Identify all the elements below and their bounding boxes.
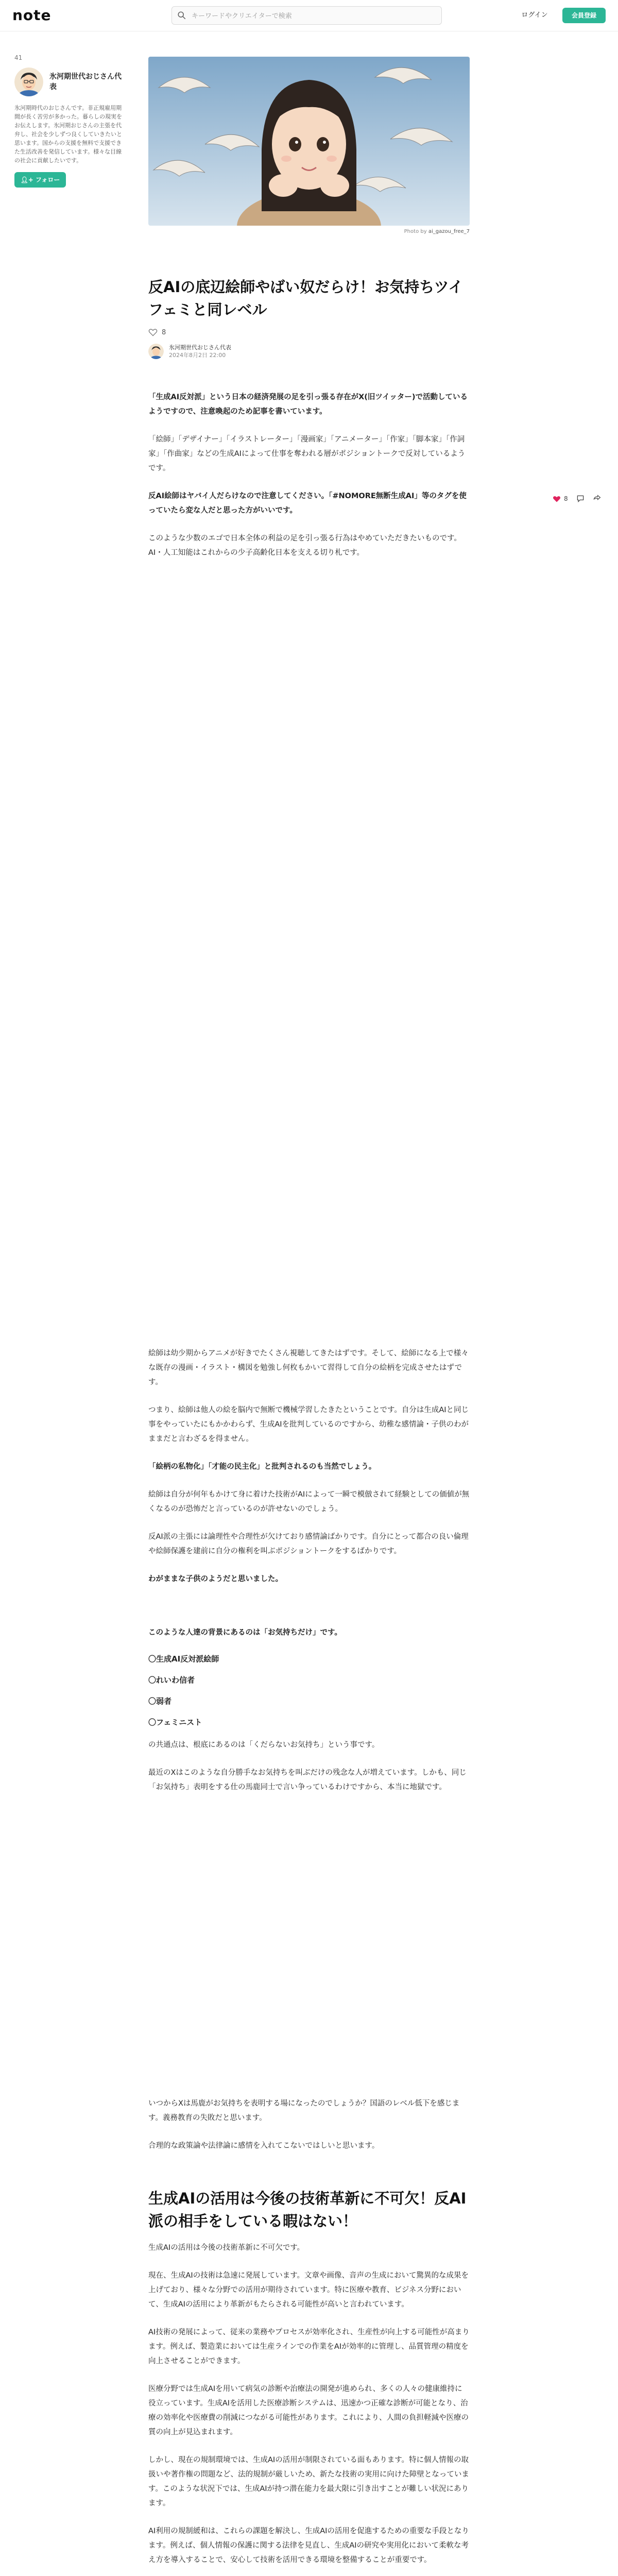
list-item: 〇生成AI反対派絵師 bbox=[148, 1654, 219, 1664]
paragraph: 生成AIの活用は今後の技術革新に不可欠です。 bbox=[148, 2244, 305, 2252]
paragraph: 反AI派の主張には論理性や合理性が欠けており感情論ばかりです。自分にとって都合の良い倫理や絵師保護を建前に自分の権利を叫ぶポジショントークをするばかりです。 bbox=[148, 1533, 469, 1555]
like-count: 8 bbox=[162, 328, 166, 336]
share-button[interactable] bbox=[593, 495, 601, 503]
article-body bbox=[148, 390, 470, 2576]
article-date: 2024年8月2日 22:00 bbox=[169, 352, 226, 359]
comment-icon bbox=[576, 495, 585, 503]
search-icon bbox=[177, 11, 186, 20]
sidebar-author-name[interactable]: 氷河期世代おじさん代表 bbox=[49, 73, 122, 91]
photo-credit-prefix: Photo by bbox=[404, 229, 427, 234]
paragraph-text: 「生成AI反対派」という日本の経済発展の足を引っ張る存在がX(旧ツイッター)で活動しているようですので、注意喚起のため記事を書いています。 bbox=[148, 393, 468, 416]
like-row[interactable] bbox=[148, 328, 470, 336]
follow-label: フォロー bbox=[36, 176, 60, 183]
paragraph: 「絵師」「デザイナー」「イラストレーター」「漫画家」「アニメーター」「作家」「脚本家」「作詞家」「作曲家」などの生成AIによって仕事を奪われる層がポジショントークで反対しているようです。 bbox=[148, 435, 466, 472]
blank-embed-area bbox=[148, 1808, 470, 2096]
paragraph bbox=[148, 489, 470, 518]
author-avatar[interactable] bbox=[14, 67, 43, 96]
photo-credit-link[interactable]: ai_gazou_free_7 bbox=[428, 229, 470, 234]
paragraph: の共通点は、根底にあるのは「くだらないお気持ち」という事です。 bbox=[148, 1741, 380, 1749]
paragraph: AI技術の発展によって、従来の業務やプロセスが効率化され、生産性が向上する可能性が高まります。例えば、製造業においては生産ラインでの作業をAIが効率的に管理し、品質管理の精度を向上させることができます。 bbox=[148, 2328, 470, 2365]
paragraph bbox=[148, 1572, 470, 1586]
paragraph: つまり、絵師は他人の絵を脳内で無断で機械学習したきたということです。自分は生成AIと同じ事をやっていたにもかかわらず、生成AIを批判しているのですから、幼稚な感情論・子供のわがままだと言わざるを得ません。 bbox=[148, 1406, 469, 1443]
section-heading: 生成AIの活用は今後の技術革新に不可欠！反AI派の相手をしている暇はない！ bbox=[148, 2190, 467, 2230]
follower-count: 41 bbox=[14, 54, 23, 61]
share-icon bbox=[593, 495, 601, 503]
paragraph-text: 「絵柄の私物化」「才能の民主化」と批判されるのも当然でしょう。 bbox=[148, 1463, 376, 1471]
hero-image bbox=[148, 57, 470, 226]
article-title: 反AIの底辺絵師やばい奴だらけ！お気持ちツイフェミと同レベル bbox=[148, 278, 464, 318]
paragraph-text: わがままな子供のようだと思いました。 bbox=[148, 1575, 283, 1583]
paragraph: AI利用の規制緩和は、これらの課題を解決し、生成AIの活用を促進するための重要な手段となります。例えば、個人情報の保護に関する法律を見直し、生成AIの研究や実用化において柔軟な考え方を導入することで、安心して技術を活用できる環境を整備することが重要です。 bbox=[148, 2527, 469, 2564]
paragraph bbox=[148, 1460, 470, 1474]
paragraph-text: 反AI絵師はヤバイ人だらけなので注意してください。「#NOMORE無断生成AI」等のタグを使っていたら変な人だと思った方がいいです。 bbox=[148, 492, 467, 515]
paragraph: 絵師は自分が何年もかけて身に着けた技術がAIによって一瞬で模倣されて経験としての価値が無くなるのが恐怖だと言っているのが許せないのでしょう。 bbox=[148, 1490, 470, 1513]
author-avatar-small[interactable] bbox=[148, 344, 164, 359]
paragraph: いつからXは馬鹿がお気持ちを表明する場になったのでしょうか？国語のレベル低下を感じます。義務教育の失敗だと思います。 bbox=[148, 2099, 460, 2122]
article-author-name[interactable]: 氷河期世代おじさん代表 bbox=[169, 344, 231, 351]
paragraph: 絵師は幼少期からアニメが好きでたくさん視聴してきたはずです。そして、絵師になる上で様々な既存の漫画・イラスト・構図を勉強し何枚もかいて習得して自分の絵柄を完成させたはずです。 bbox=[148, 1349, 469, 1386]
list-item: 〇れいわ信者 bbox=[148, 1675, 195, 1685]
paragraph-text: このような人達の背景にあるのは「お気持ちだけ」です。 bbox=[148, 1629, 342, 1637]
site-header bbox=[0, 0, 618, 31]
heart-icon[interactable] bbox=[148, 328, 158, 336]
heart-icon bbox=[553, 495, 561, 503]
list-item: 〇弱者 bbox=[148, 1697, 172, 1706]
paragraph: 医療分野では生成AIを用いて病気の診断や治療法の開発が進められ、多くの人々の健康維持に役立っています。生成AIを活用した医療診断システムは、迅速かつ正確な診断が可能となり、治療の効率化や医療費の削減につながる可能性があります。これにより、人間の負担軽減や医療の質の向上が見込まれます。 bbox=[148, 2385, 469, 2436]
paragraph: 合理的な政策論や法律論に感情を入れてこないではしいと思います。 bbox=[148, 2142, 380, 2150]
paragraph: 最近のXはこのような自分勝手なお気持ちを叫ぶだけの残念な人が増えています。しかも、同じ「お気持ち」表明をする仕の馬鹿同士で言い争っているわけですから、本当に地獄です。 bbox=[148, 1769, 467, 1791]
paragraph bbox=[148, 390, 470, 419]
sidebar-author-bio: 氷河期時代のおじさんです。非正規雇用期間が長く苦労が多かった。暮らしの現実をお伝えします。氷河期おじさんの主張を代弁し、社会を少しずつ良くしていきたいと思います。国からの支援を無料で支援できた生活改善を発信しています。様々な目線の社会に貢献したいです。 bbox=[14, 105, 122, 164]
article-author[interactable] bbox=[148, 344, 470, 359]
comment-button[interactable] bbox=[576, 495, 585, 503]
floating-actions bbox=[553, 495, 609, 503]
signup-button[interactable]: 会員登録 bbox=[562, 8, 606, 23]
sidebar-author-card bbox=[14, 54, 125, 188]
blank-embed-area bbox=[148, 573, 470, 1346]
note-logo[interactable]: note bbox=[12, 7, 52, 24]
article bbox=[148, 57, 470, 2576]
paragraph: しかし、現在の規制環境では、生成AIの活用が制限されている面もあります。特に個人情報の取扱いや著作権の問題など、法的規制が厳しいため、新たな技術の実用に向けた障壁となっています。このような状況下では、生成AIが持つ潜在能力を最大限に引き出すことが難しい状況にあります。 bbox=[148, 2456, 469, 2507]
paragraph: 現在、生成AIの技術は急速に発展しています。文章や画像、音声の生成において驚異的な成果を上げており、様々な分野での活用が期待されています。特に医療や教育、ビジネス分野において、生成AIの活用により革新がもたらされる可能性が高いと言われています。 bbox=[148, 2272, 469, 2309]
search-box[interactable] bbox=[171, 6, 442, 25]
search-input[interactable] bbox=[191, 7, 435, 25]
login-button[interactable]: ログイン bbox=[521, 11, 548, 19]
follow-button[interactable] bbox=[14, 172, 66, 188]
paragraph bbox=[148, 1625, 470, 1640]
like-count: 8 bbox=[564, 495, 568, 502]
paragraph: このような少数のエゴで日本全体の利益の足を引っ張る行為はやめていただきたいものです。AI・人工知能はこれからの少子高齢化日本を支える切り札です。 bbox=[148, 534, 461, 557]
add-user-icon: 👤︎+ bbox=[20, 176, 36, 183]
sidebar-author[interactable] bbox=[14, 67, 125, 96]
photo-credit bbox=[148, 229, 470, 234]
like-button[interactable] bbox=[553, 495, 568, 503]
list-item: 〇フェミニスト bbox=[148, 1718, 202, 1727]
